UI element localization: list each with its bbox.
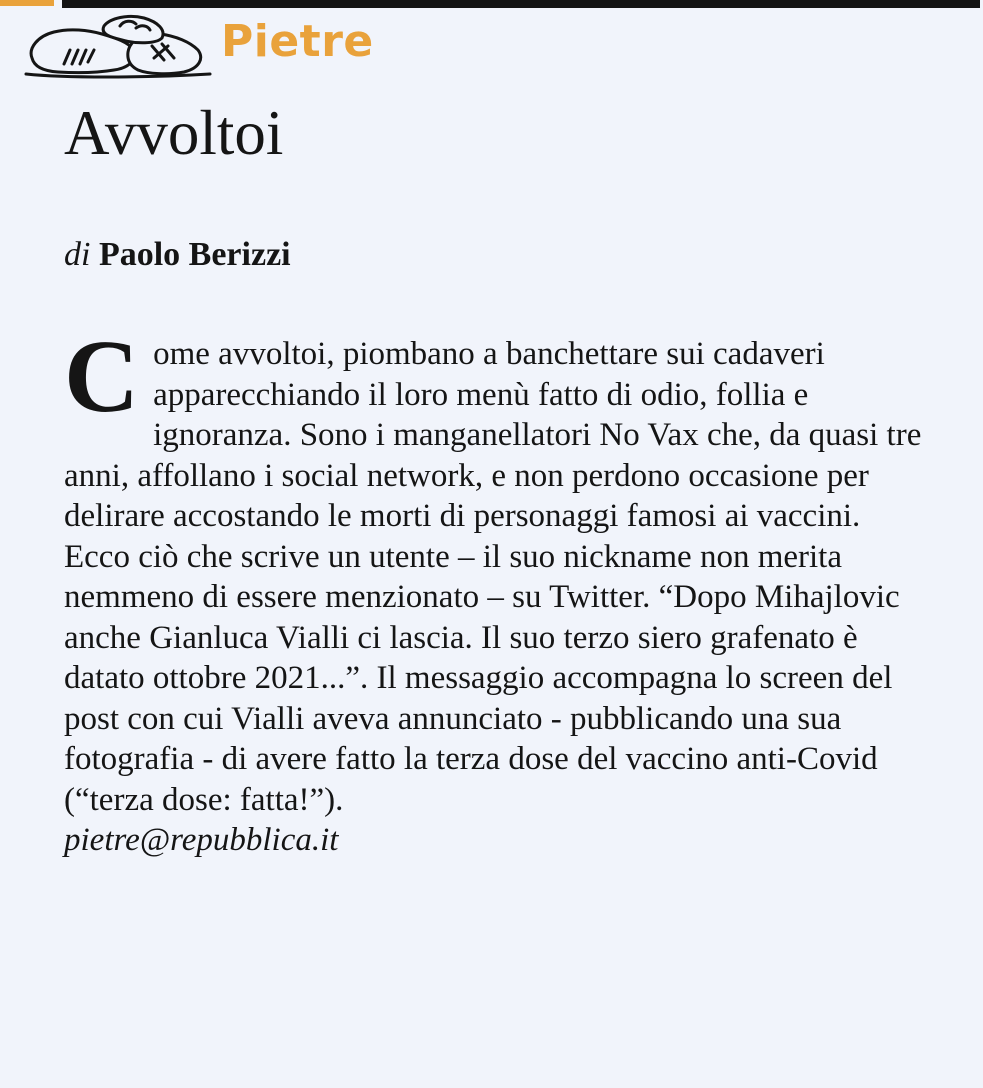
byline-prefix: di <box>64 236 91 273</box>
byline-author: Paolo Berizzi <box>98 236 291 273</box>
stones-icon <box>24 12 214 84</box>
rubric-title: Pietre <box>221 16 374 67</box>
article-paragraph-2: Ecco ciò che scrive un utente – il suo nickname non merita nemmeno di essere menzionato – su Twitter. “Dopo Mihajlovic anche Gianluca Vialli ci lascia. Il suo terzo siero grafenato è datato ottobre 2021...”. Il messaggio accompagna lo screen del post con cui Vialli aveva annunciato - pubblicando una sua fotografia - di avere fatto la terza dose del vaccino anti-Covid (“terza dose: fatta!”). <box>64 538 900 818</box>
byline <box>64 238 291 272</box>
column-rubric <box>24 12 404 84</box>
contact-email[interactable]: pietre@repubblica.it <box>64 822 339 858</box>
top-rule <box>62 0 980 8</box>
section-corner-tab <box>0 0 54 6</box>
article-body <box>64 319 944 861</box>
article-paragraph-1 <box>64 319 944 537</box>
drop-cap: C <box>64 319 140 434</box>
article-headline: Avvoltoi <box>64 98 284 168</box>
paragraph-1-text: ome avvoltoi, piombano a banchettare sui cadaveri apparecchiando il loro menù fatto di odio, follia e ignoranza. Sono i manganellatori No Vax che, da quasi tre anni, affollano i social network, e non perdono occasione per delirare accostando le morti di personaggi famosi ai vaccini. <box>64 336 922 534</box>
